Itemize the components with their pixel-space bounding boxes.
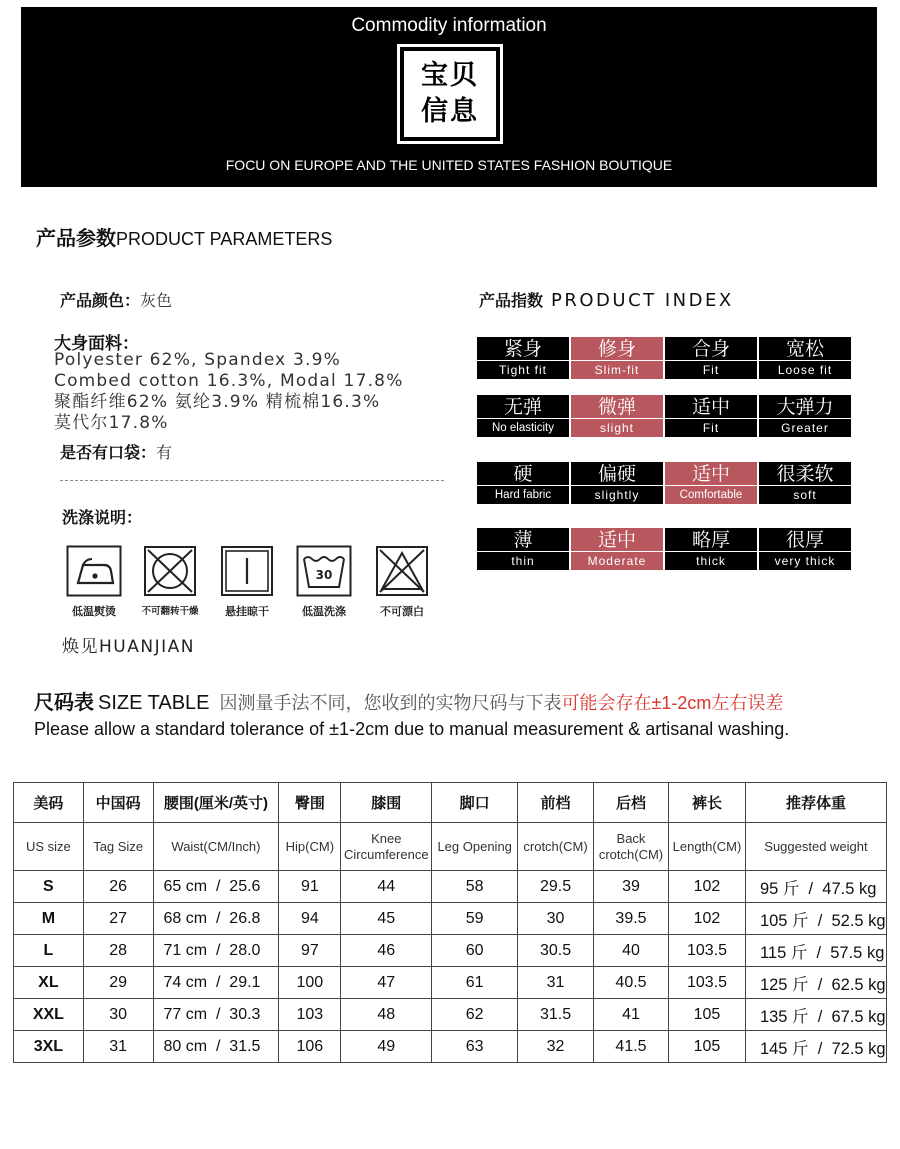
index-cell-cn: 很柔软 [776, 463, 834, 485]
index-cell-cn: 薄 [513, 529, 533, 551]
column-header: 前档 [518, 783, 594, 823]
table-cell: 41 [594, 999, 669, 1031]
column-header-en: Leg Opening [432, 823, 518, 871]
table-cell: S [14, 871, 84, 903]
wash-30-icon [296, 545, 352, 597]
table-cell: 58 [432, 871, 518, 903]
table-header-row-cn [14, 783, 887, 823]
index-cell [759, 528, 851, 570]
table-cell: M [14, 903, 84, 935]
table-cell: 62 [432, 999, 518, 1031]
column-header-en: Suggested weight [745, 823, 886, 871]
table-cell: 71 cm / 28.0 [153, 935, 279, 967]
column-header-en: Waist(CM/Inch) [153, 823, 279, 871]
table-cell: 45 [341, 903, 432, 935]
index-cell-en: Greater [781, 421, 829, 435]
index-cell-cn: 无弹 [503, 396, 542, 418]
table-cell: 145 斤 / 72.5 kg [745, 1031, 886, 1063]
do-not-bleach-icon [374, 545, 430, 597]
banner-info-box [397, 44, 503, 144]
table-cell: 106 [279, 1031, 341, 1063]
index-cell-en: Tight fit [499, 363, 547, 377]
care-item [211, 545, 283, 619]
table-cell: 95 斤 / 47.5 kg [745, 871, 886, 903]
index-cell [759, 337, 851, 379]
product-color [60, 288, 172, 311]
table-row [14, 871, 887, 903]
index-cell-en: thin [511, 554, 535, 568]
table-cell: 3XL [14, 1031, 84, 1063]
product-parameters-heading [36, 222, 332, 251]
table-cell: 103.5 [668, 935, 745, 967]
index-cell [665, 337, 757, 379]
table-cell: 105 [668, 999, 745, 1031]
index-cell-en: very thick [774, 554, 836, 568]
table-cell: 97 [279, 935, 341, 967]
table-cell: 105 斤 / 52.5 kg [745, 903, 886, 935]
size-table-note-highlight: 可能会存在±1-2cm左右误差 [561, 693, 784, 713]
table-cell: 115 斤 / 57.5 kg [745, 935, 886, 967]
fabric-label: 大身面料： [54, 334, 139, 354]
index-cell-en: Fit [702, 421, 720, 435]
index-cell-cn: 修身 [597, 338, 636, 360]
table-row [14, 903, 887, 935]
product-color-value: 灰色 [140, 291, 173, 310]
index-cell-cn: 紧身 [503, 338, 542, 360]
column-header: 腰围(厘米/英寸) [153, 783, 279, 823]
table-cell: 74 cm / 29.1 [153, 967, 279, 999]
care-item [366, 545, 438, 619]
column-header: 中国码 [83, 783, 153, 823]
do-not-tumble-dry-icon [142, 545, 198, 597]
column-header: 后档 [594, 783, 669, 823]
index-cell-en: Fit [702, 363, 720, 377]
index-cell-en: Comfortable [679, 489, 743, 501]
index-cell-cn: 偏硬 [597, 463, 636, 485]
care-symbols [58, 545, 438, 625]
index-cell-cn: 适中 [597, 529, 636, 551]
index-cell-en: Moderate [587, 554, 647, 568]
index-cell-cn: 很厚 [785, 529, 824, 551]
column-header-en: Length(CM) [668, 823, 745, 871]
index-cell-cn: 微弹 [597, 396, 636, 418]
care-item [58, 545, 130, 619]
banner-title: Commodity information [351, 15, 547, 36]
column-header: 美码 [14, 783, 84, 823]
table-cell: 31 [83, 1031, 153, 1063]
index-cell-cn: 适中 [691, 463, 730, 485]
product-parameters-heading-cn: 产品参数 [36, 226, 116, 250]
index-cell-cn: 略厚 [691, 529, 730, 551]
table-cell: 105 [668, 1031, 745, 1063]
table-cell: 60 [432, 935, 518, 967]
index-cell [571, 462, 663, 504]
table-cell: 30.5 [518, 935, 594, 967]
line-dry-icon [219, 545, 275, 597]
table-row [14, 1031, 887, 1063]
index-cell-cn: 大弹力 [776, 396, 834, 418]
care-item [288, 545, 360, 619]
index-cell-en: No elasticity [492, 422, 554, 434]
table-cell: 31.5 [518, 999, 594, 1031]
index-cell-selected [571, 337, 663, 379]
product-index-heading-en: PRODUCT INDEX [551, 290, 734, 311]
size-table-heading-cn: 尺码表 [34, 690, 94, 714]
index-cell-cn: 适中 [691, 396, 730, 418]
table-cell: 94 [279, 903, 341, 935]
table-cell: 102 [668, 871, 745, 903]
index-row-fit [477, 337, 851, 379]
index-cell [477, 462, 569, 504]
column-header-en: Back crotch(CM) [594, 823, 669, 871]
table-cell: 40 [594, 935, 669, 967]
table-cell: 29 [83, 967, 153, 999]
index-cell-en: thick [696, 554, 726, 568]
banner-box-text: 宝贝信息 [421, 60, 479, 127]
fabric-composition [54, 350, 404, 434]
fabric-line: 莫代尔17.8% [54, 413, 169, 433]
table-cell: 41.5 [594, 1031, 669, 1063]
care-label: 不可漂白 [380, 605, 424, 618]
wash-temperature: 30 [315, 568, 333, 582]
table-cell: 31 [518, 967, 594, 999]
care-label: 不可翻转干燥 [141, 606, 199, 617]
index-cell [665, 395, 757, 437]
size-table-tolerance-note: Please allow a standard tolerance of ±1-2cm due to manual measurement & artisanal washing. [34, 719, 790, 739]
index-cell [759, 462, 851, 504]
table-cell: 80 cm / 31.5 [153, 1031, 279, 1063]
brand-name: 焕见HUANJIAN [62, 637, 195, 657]
index-cell [665, 528, 757, 570]
product-color-label: 产品颜色： [60, 291, 141, 310]
table-cell: 39.5 [594, 903, 669, 935]
table-cell: 27 [83, 903, 153, 935]
care-label: 悬挂晾干 [225, 605, 269, 618]
index-cell-cn: 硬 [513, 463, 533, 485]
pocket-label: 是否有口袋： [60, 443, 157, 462]
table-cell: 68 cm / 26.8 [153, 903, 279, 935]
table-cell: 40.5 [594, 967, 669, 999]
low-temperature-iron-icon [66, 545, 122, 597]
index-cell [759, 395, 851, 437]
column-header: 脚口 [432, 783, 518, 823]
index-cell-cn: 合身 [691, 338, 730, 360]
column-header: 膝围 [341, 783, 432, 823]
index-cell-cn: 宽松 [785, 338, 824, 360]
index-cell-en: slightly [594, 488, 640, 502]
table-cell: 100 [279, 967, 341, 999]
table-cell: 102 [668, 903, 745, 935]
care-item [134, 545, 206, 617]
table-cell: 39 [594, 871, 669, 903]
size-table-note: 因测量手法不同，您收到的实物尺码与下表 [219, 693, 562, 713]
product-index-heading [479, 288, 734, 311]
table-cell: 46 [341, 935, 432, 967]
divider [60, 480, 444, 481]
table-cell: 61 [432, 967, 518, 999]
table-row [14, 935, 887, 967]
column-header-en: Tag Size [83, 823, 153, 871]
fabric-line: Combed cotton 16.3%, Modal 17.8% [54, 371, 404, 391]
table-cell: 63 [432, 1031, 518, 1063]
index-cell-selected [571, 395, 663, 437]
index-cell-selected [665, 462, 757, 504]
table-cell: 44 [341, 871, 432, 903]
index-cell-en: Slim-fit [594, 363, 640, 377]
table-cell: 30 [518, 903, 594, 935]
care-label: 低温洗涤 [302, 605, 346, 618]
product-parameters-heading-en: PRODUCT PARAMETERS [116, 229, 333, 249]
table-cell: 103.5 [668, 967, 745, 999]
care-label: 低温熨烫 [72, 605, 116, 618]
table-cell: 32 [518, 1031, 594, 1063]
column-header-en: Knee Circumference [341, 823, 432, 871]
pocket-info [60, 440, 172, 463]
index-cell-selected [571, 528, 663, 570]
index-cell [477, 528, 569, 570]
table-cell: 77 cm / 30.3 [153, 999, 279, 1031]
index-row-thickness [477, 528, 851, 570]
column-header: 推荐体重 [745, 783, 886, 823]
table-cell: L [14, 935, 84, 967]
index-cell-en: Loose fit [777, 363, 833, 377]
index-row-softness [477, 462, 851, 504]
size-table-heading [34, 686, 783, 715]
size-table [13, 782, 887, 1063]
table-cell: 135 斤 / 67.5 kg [745, 999, 886, 1031]
table-cell: XL [14, 967, 84, 999]
header-banner [21, 7, 877, 187]
index-cell-en: Hard fabric [494, 489, 552, 501]
column-header-en: Hip(CM) [279, 823, 341, 871]
size-table-heading-en: SIZE TABLE [98, 692, 210, 714]
table-cell: 47 [341, 967, 432, 999]
product-index-heading-cn: 产品指数 [479, 291, 544, 310]
table-cell: 26 [83, 871, 153, 903]
size-table-body [14, 871, 887, 1063]
table-row [14, 999, 887, 1031]
column-header: 裤长 [668, 783, 745, 823]
column-header-en: US size [14, 823, 84, 871]
table-cell: 65 cm / 25.6 [153, 871, 279, 903]
column-header-en: crotch(CM) [518, 823, 594, 871]
table-cell: 91 [279, 871, 341, 903]
table-cell: 30 [83, 999, 153, 1031]
table-cell: 59 [432, 903, 518, 935]
index-cell-en: slight [599, 421, 634, 435]
fabric-line: Polyester 62%, Spandex 3.9% [54, 350, 342, 370]
table-cell: 28 [83, 935, 153, 967]
pocket-value: 有 [156, 443, 173, 462]
banner-subtitle: FOCU ON EUROPE AND THE UNITED STATES FASHION BOUTIQUE [225, 157, 673, 173]
table-header-row-en [14, 823, 887, 871]
table-cell: 48 [341, 999, 432, 1031]
column-header: 臀围 [279, 783, 341, 823]
index-cell [477, 395, 569, 437]
index-cell-en: soft [793, 488, 817, 502]
table-cell: 103 [279, 999, 341, 1031]
index-cell [477, 337, 569, 379]
table-row [14, 967, 887, 999]
table-cell: 29.5 [518, 871, 594, 903]
index-row-elasticity [477, 395, 851, 437]
table-cell: 125 斤 / 62.5 kg [745, 967, 886, 999]
table-cell: XXL [14, 999, 84, 1031]
fabric-line: 聚酯纤维62% 氨纶3.9% 精梳棉16.3% [54, 392, 381, 412]
washing-instructions-label: 洗涤说明： [62, 508, 143, 527]
table-cell: 49 [341, 1031, 432, 1063]
